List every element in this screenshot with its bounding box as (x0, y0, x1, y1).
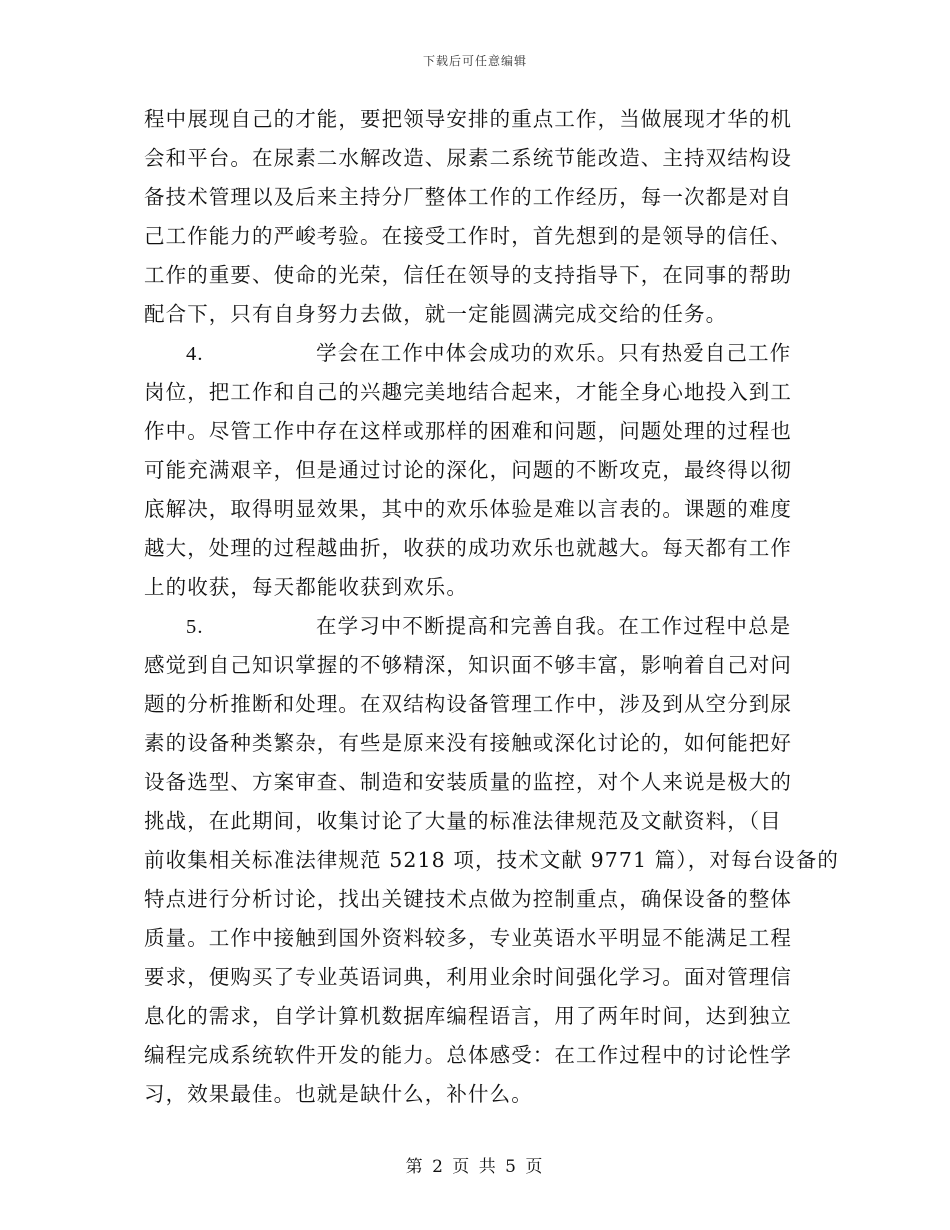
text-line: 息化的需求，自学计算机数据库编程语言，用了两年时间，达到独立 (144, 1004, 792, 1028)
text-line: 工作的重要、使命的光荣，信任在领导的支持指导下，在同事的帮助 (144, 263, 792, 287)
text-line: 特点进行分析讨论，找出关键技术点做为控制重点，确保设备的整体 (144, 887, 792, 911)
text-line: 感觉到自己知识掌握的不够精深，知识面不够丰富，影响着自己对问 (144, 653, 792, 677)
text-line: 可能充满艰辛，但是通过讨论的深化，问题的不断攻克，最终得以彻 (144, 458, 792, 482)
text-line: 备技术管理以及后来主持分厂整体工作的工作经历，每一次都是对自 (144, 185, 792, 209)
text-line-content: 学会在工作中体会成功的欢乐。只有热爱自己工作 (316, 341, 792, 365)
text-line: 程中展现自己的才能，要把领导安排的重点工作，当做展现才华的机 (144, 107, 792, 131)
text-line: 己工作能力的严峻考验。在接受工作时，首先想到的是领导的信任、 (144, 224, 792, 248)
text-line: 会和平台。在尿素二水解改造、尿素二系统节能改造、主持双结构设 (144, 146, 792, 170)
text-line: 越大，处理的过程越曲折，收获的成功欢乐也就越大。每天都有工作 (144, 536, 792, 560)
text-line: 前收集相关标准法律规范 5218 项，技术文献 9771 篇），对每台设备的 (144, 848, 839, 872)
document-body (144, 100, 839, 1114)
text-line: 素的设备种类繁杂，有些是原来没有接触或深化讨论的，如何能把好 (144, 731, 792, 755)
text-line: 设备选型、方案审查、制造和安装质量的监控，对个人来说是极大的 (144, 770, 792, 794)
text-line: 作中。尽管工作中存在这样或那样的困难和问题，问题处理的过程也 (144, 419, 792, 443)
text-line: 习，效果最佳。也就是缺什么，补什么。 (144, 1082, 533, 1106)
text-line: 编程完成系统软件开发的能力。总体感受：在工作过程中的讨论性学 (144, 1043, 792, 1067)
paragraph-item-5 (144, 607, 839, 1114)
list-number: 4. (186, 343, 204, 365)
text-line: 质量。工作中接触到国外资料较多，专业英语水平明显不能满足工程 (144, 926, 792, 950)
text-line: 上的收获，每天都能收获到欢乐。 (144, 575, 468, 599)
text-line: 底解决，取得明显效果，其中的欢乐体验是难以言表的。课题的难度 (144, 497, 792, 521)
page-footer: 第 2 页 共 5 页 (405, 1157, 545, 1177)
text-line: 要求，便购买了专业英语词典，利用业余时间强化学习。面对管理信 (144, 965, 792, 989)
paragraph-item-4 (144, 334, 812, 607)
text-line: 题的分析推断和处理。在双结构设备管理工作中，涉及到从空分到尿 (144, 692, 792, 716)
text-line-content: 在学习中不断提高和完善自我。在工作过程中总是 (316, 614, 792, 638)
text-line: 岗位，把工作和自己的兴趣完美地结合起来，才能全身心地投入到工 (144, 380, 792, 404)
page-header: 下载后可任意编辑 (422, 54, 527, 68)
text-line (144, 607, 812, 646)
list-number: 5. (186, 616, 204, 638)
text-line (144, 334, 812, 373)
text-line: 挑战，在此期间，收集讨论了大量的标准法律规范及文献资料，（目 (144, 809, 782, 833)
paragraph-continued (144, 100, 812, 334)
text-line: 配合下，只有自身努力去做，就一定能圆满完成交给的任务。 (144, 302, 728, 326)
